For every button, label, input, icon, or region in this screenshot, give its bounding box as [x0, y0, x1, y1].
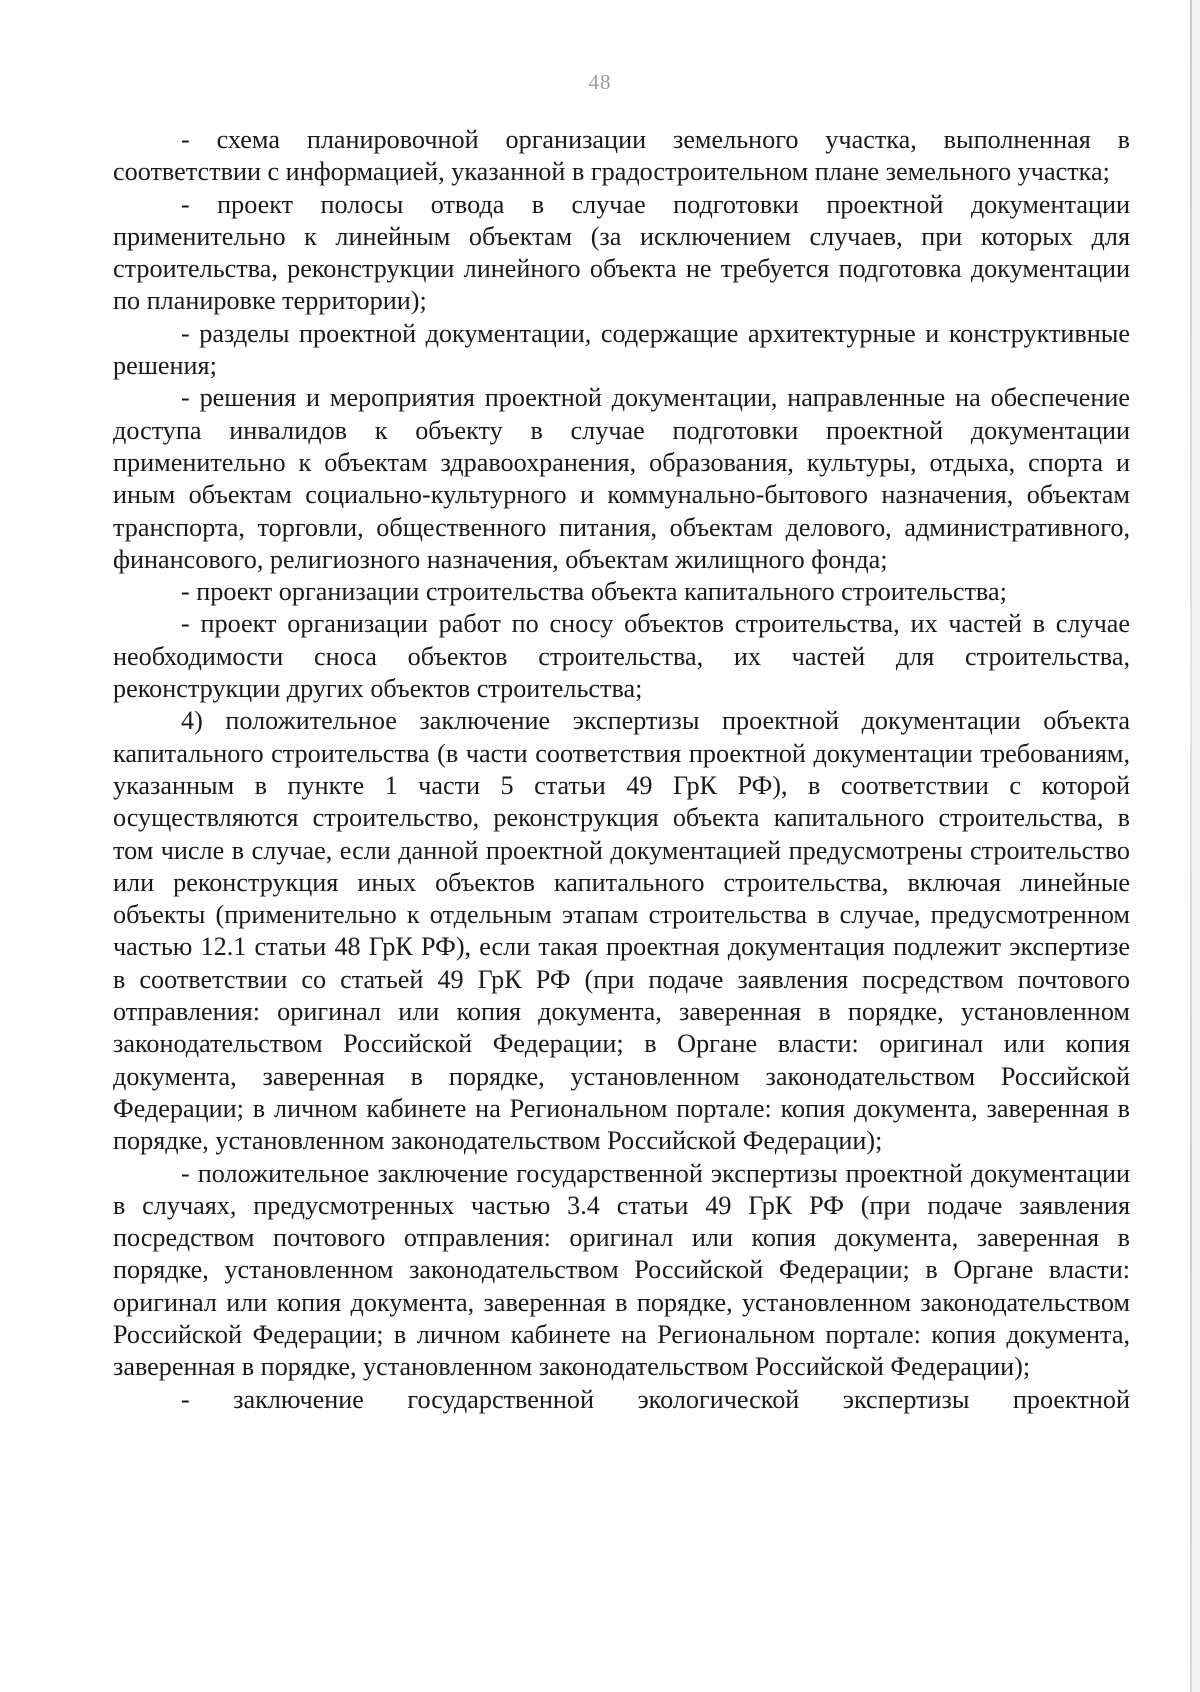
- paragraph-construction-organization: - проект организации строительства объекта капитального строительства;: [181, 577, 1007, 607]
- paragraph-state-expertise: - положительное заключение государственной экспертизы проектной документации в случаях, предусмотренных частью 3.4 статьи 49 ГрК РФ (при подаче заявления посредством почтового отправления: оригинал или копия документа, заверенная в порядке, установленном законодательством Российской Федерации; в Органе власти: оригинал или копия документа, заверенная в порядке, установленном законодательством Российской Федерации; в личном кабинете на Региональном портале: копия документа, заверенная в порядке, установленном законодательством Российской Федерации);: [113, 1158, 1130, 1382]
- paragraph-architectural-sections: - разделы проектной документации, содержащие архитектурные и конструктивные решения;: [113, 318, 1130, 381]
- document-body: [113, 124, 1130, 1416]
- page-edge-shadow: [1192, 0, 1200, 1692]
- page-edge: [1190, 0, 1192, 1692]
- paragraph-land-plot-scheme: - схема планировочной организации земельного участка, выполненная в соответствии с информацией, указанной в градостроительном плане земельного участка;: [113, 125, 1130, 187]
- paragraph-demolition-project: - проект организации работ по сносу объектов строительства, их частей в случае необходимости сноса объектов строительства, их частей для строительства, реконструкции других объектов строительства;: [113, 609, 1130, 704]
- paragraph-ecological-expertise: - заключение государственной экологической экспертизы проектной: [181, 1384, 1130, 1414]
- paragraph-right-of-way-project: - проект полосы отвода в случае подготовки проектной документации применительно к линейным объектам (за исключением случаев, при которых для строительства, реконструкции линейного объекта не требуется подготовка документации по планировке территории);: [113, 189, 1130, 316]
- paragraph-disabled-access: - решения и мероприятия проектной документации, направленные на обеспечение доступа инвалидов к объекту в случае подготовки проектной документации применительно к объектам здравоохранения, образования, культуры, отдыха, спорта и иным объектам социально-культурного и коммунально-бытового назначения, объектам транспорта, торговли, общественного питания, объектам делового, административного, финансового, религиозного назначения, объектам жилищного фонда;: [113, 383, 1130, 574]
- paragraph-expertise-conclusion: 4) положительное заключение экспертизы проектной документации объекта капитального строительства (в части соответствия проектной документации требованиям, указанным в пункте 1 части 5 статьи 49 ГрК РФ), в соответствии с которой осуществляются строительство, реконструкция объекта капитального строительства, в том числе в случае, если данной проектной документацией предусмотрены строительство или реконструкция иных объектов капитального строительства, включая линейные объекты (применительно к отдельным этапам строительства в случае, предусмотренном частью 12.1 статьи 48 ГрК РФ), если такая проектная документация подлежит экспертизе в соответствии со статьей 49 ГрК РФ (при подаче заявления посредством почтового отправления: оригинал или копия документа, заверенная в порядке, установленном законодательством Российской Федерации; в Органе власти: оригинал или копия документа, заверенная в порядке, установленном законодательством Российской Федерации; в личном кабинете на Региональном портале: копия документа, заверенная в порядке, установленном законодательством Российской Федерации);: [113, 706, 1130, 1156]
- page-number: 48: [588, 70, 612, 94]
